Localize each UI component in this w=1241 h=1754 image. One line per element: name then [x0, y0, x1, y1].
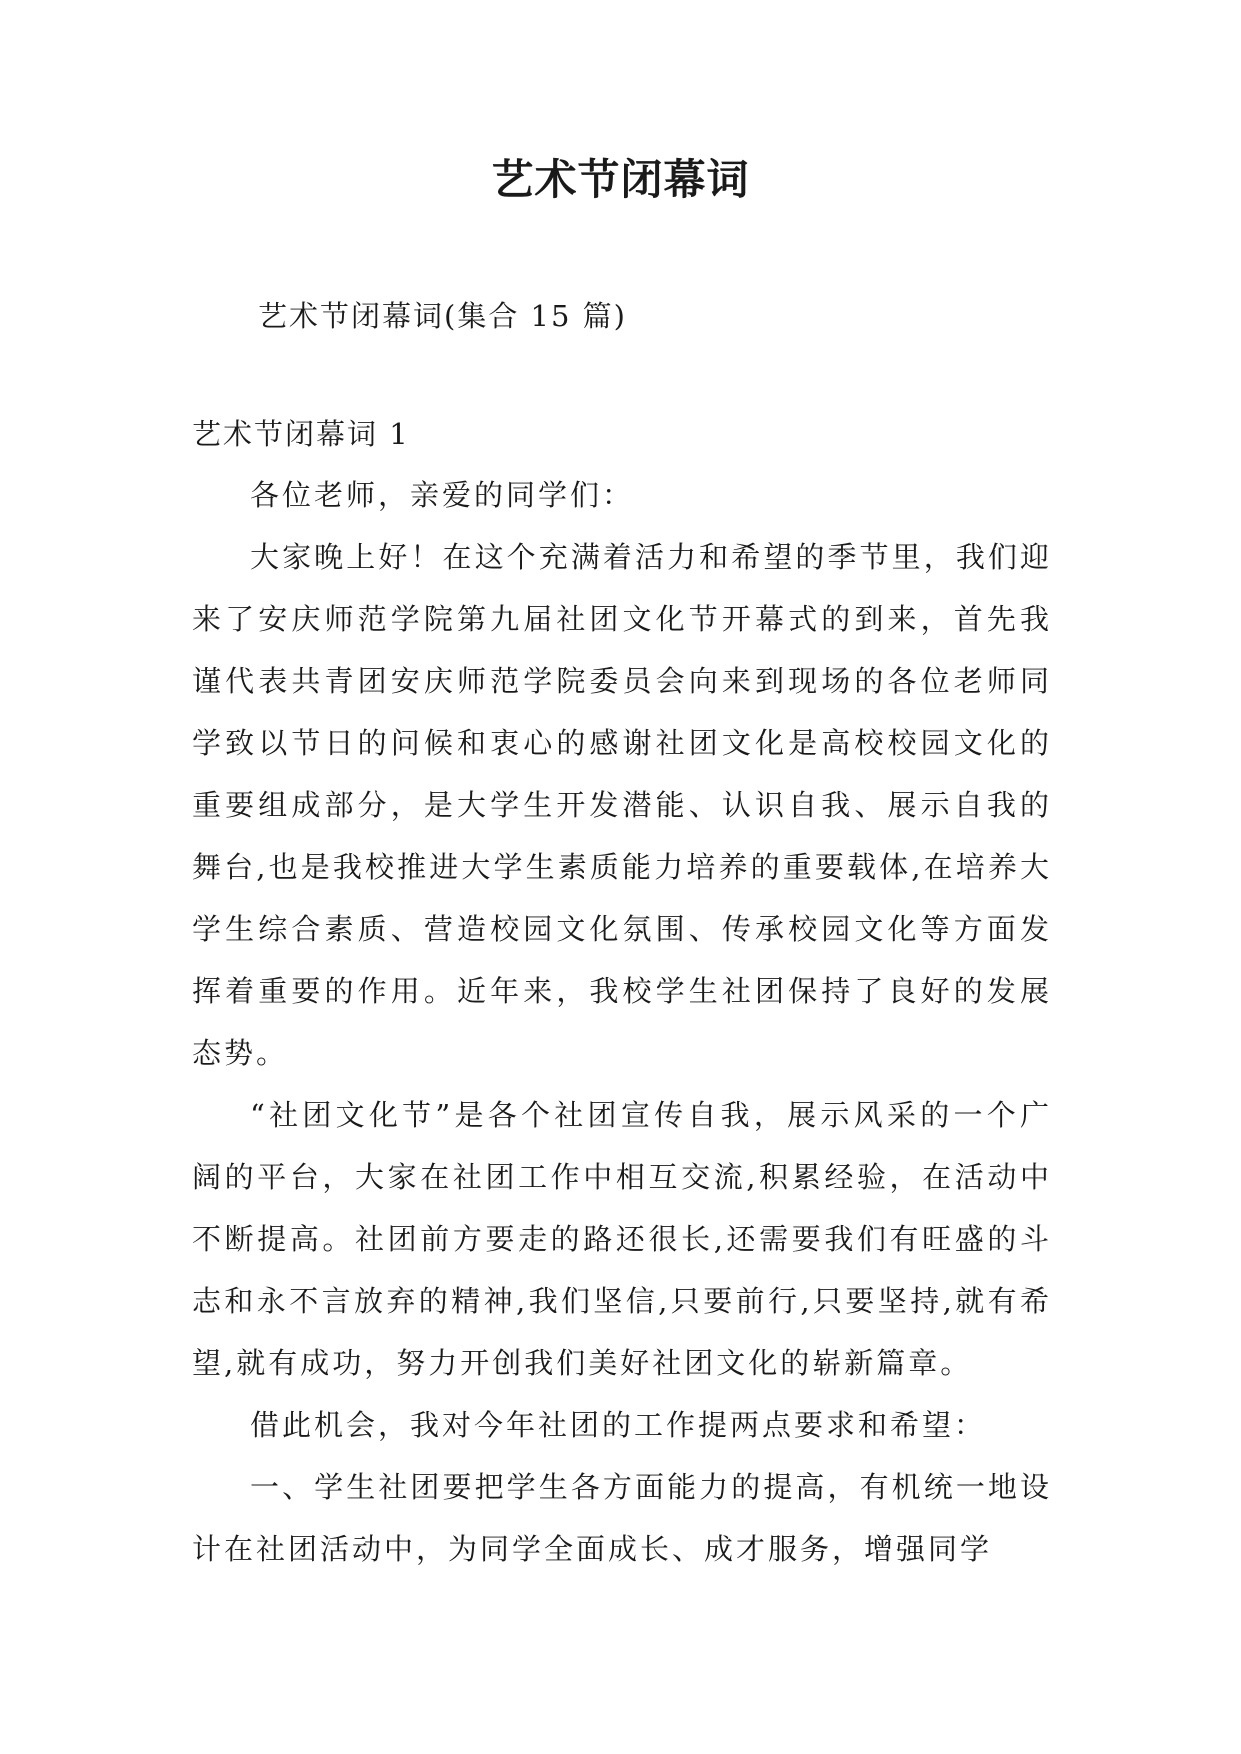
paragraph-culture-festival: “社团文化节”是各个社团宣传自我，展示风采的一个广阔的平台，大家在社团工作中相互交流,积累经验，在活动中不断提高。社团前方要走的路还很长,还需要我们有旺盛的斗志和永不言放弃的精神,我们坚信,只要前行,只要坚持,就有希望,就有成功，努力开创我们美好社团文化的崭新篇章。 [192, 1098, 1052, 1380]
paragraph-requirement-one: 一、学生社团要把学生各方面能力的提高，有机统一地设计在社团活动中，为同学全面成长、成才服务，增强同学 [192, 1470, 1052, 1566]
paragraph-welcome: 大家晚上好！在这个充满着活力和希望的季节里，我们迎来了安庆师范学院第九届社团文化节开幕式的到来，首先我谨代表共青团安庆师范学院委员会向来到现场的各位老师同学致以节日的问候和衷心的感谢社团文化是高校校园文化的重要组成部分，是大学生开发潜能、认识自我、展示自我的舞台,也是我校推进大学生素质能力培养的重要载体,在培养大学生综合素质、营造校园文化氛围、传承校园文化等方面发挥着重要的作用。近年来，我校学生社团保持了良好的发展态势。 [192, 540, 1052, 1070]
paragraph-requirements-intro: 借此机会，我对今年社团的工作提两点要求和希望： [250, 1408, 987, 1442]
paragraph-greeting: 各位老师，亲爱的同学们： [250, 478, 635, 512]
document-title: 艺术节闭幕词 [491, 155, 750, 204]
document-body [192, 464, 1052, 1580]
document-subtitle: 艺术节闭幕词(集合 15 篇) [258, 299, 627, 333]
section-heading: 艺术节闭幕词 1 [192, 417, 410, 451]
